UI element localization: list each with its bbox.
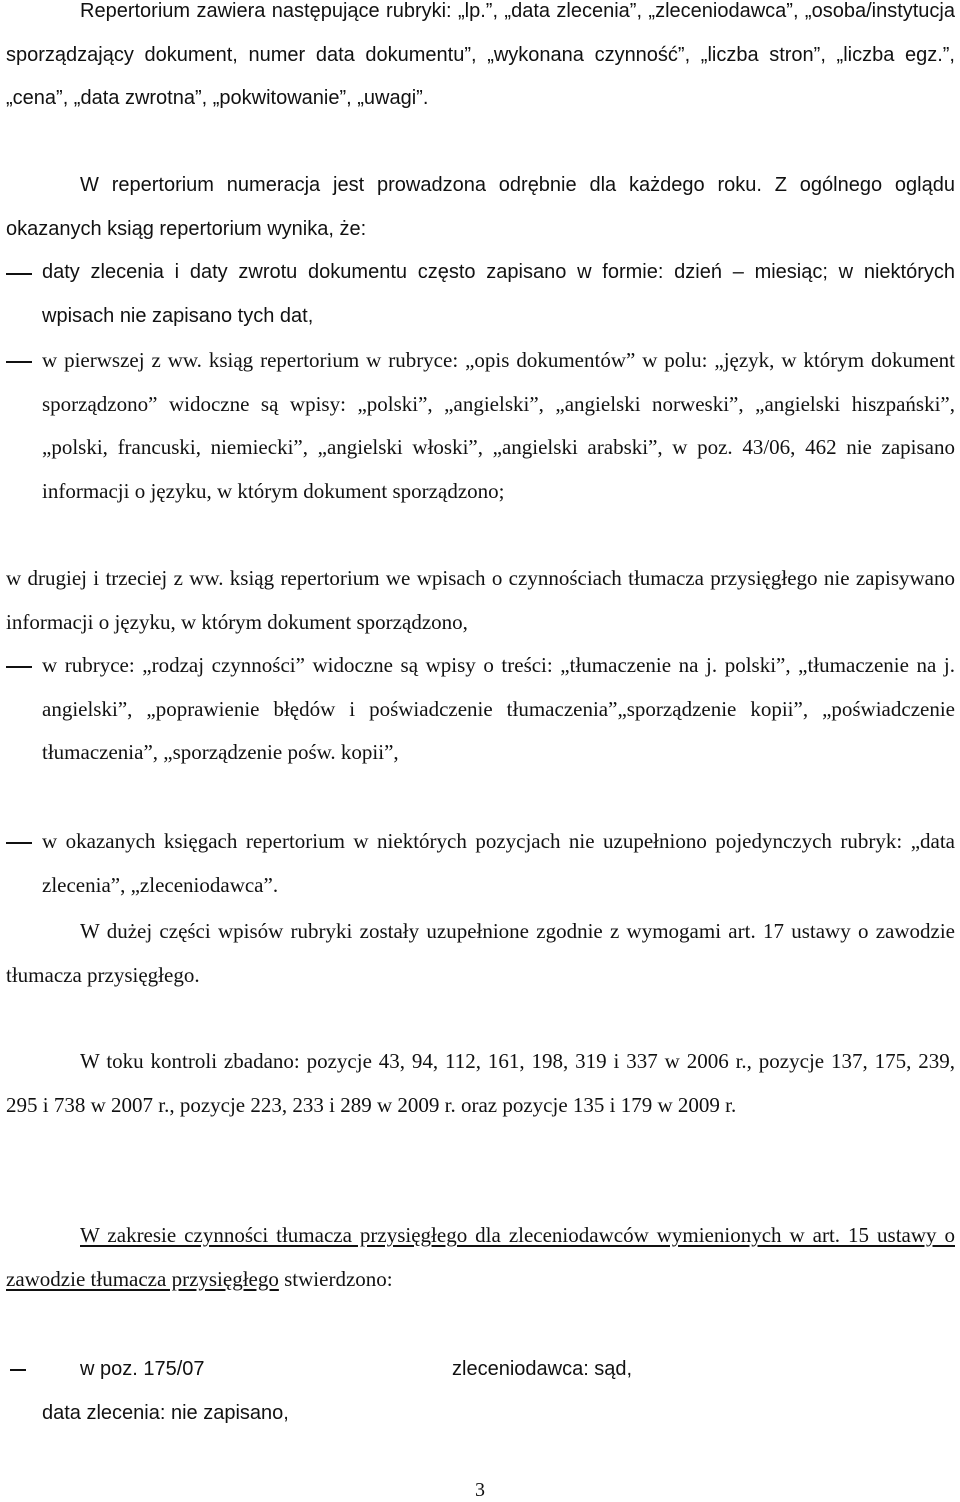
scope-rest-text: stwierdzono: [278,1266,393,1291]
list-dash [10,1369,26,1371]
list-dash [6,842,32,844]
list-item-second-third-books: w drugiej i trzeciej z ww. ksiąg repertorium we wpisach o czynnościach tłumacza przysięgłego nie zapisywano informacji o języku, w którym dokument sporządzono, [6,566,955,634]
list-item-activity-type: w rubryce: „rodzaj czynności” widoczne są wpisy o treści: „tłumaczenie na j. polski”, „tłumaczenie na j. angielski”, „poprawienie błędów i poświadczenie tłumaczenia”„sporządzenie kopii”, „poświadczenie tłumaczenia”, „sporządzenie pośw. kopii”, [42,653,955,764]
control-paragraph: W toku kontroli zbadano: pozycje 43, 94, 112, 161, 198, 319 i 337 w 2006 r., pozycje 137, 175, 239, 295 i 738 w 2007 r., pozycje 223, 233 i 289 w 2009 r. oraz pozycje 135 i 179 w 2009 r. [6,1049,955,1117]
scope-paragraph [6,1214,955,1301]
list-item-missing-fields: w okazanych księgach repertorium w niektórych pozycjach nie uzupełniono pojedynczych rubryk: „data zlecenia”, „zleceniodawca”. [42,829,955,897]
intro-paragraph: Repertorium zawiera następujące rubryki: „lp.”, „data zlecenia”, „zleceniodawca”, „osoba/instytucja sporządzający dokument, numer data dokumentu”, „wykonana czynność”, „liczba stron”, „liczba egz.”, „cena”, „data zwrotna”, „pokwitowanie”, „uwagi”. [6,0,955,109]
list-item-dates: daty zlecenia i daty zwrotu dokumentu często zapisano w formie: dzień – miesiąc; w niektórych wpisach nie zapisano tych dat, [42,261,955,327]
list-dash [6,666,32,668]
finding-client: zleceniodawca: sąd, [452,1358,633,1380]
list-dash [6,273,32,275]
list-dash [6,361,32,363]
finding-order-date: data zlecenia: nie zapisano, [42,1402,289,1424]
scope-underlined-text: W zakresie czynności tłumacza przysięgłego dla zleceniodawców wymienionych w art. 15 ustawy o zawodzie tłumacza przysięgłego [6,1223,955,1291]
finding-position: w poz. 175/07 [80,1358,205,1380]
list-item-languages: w pierwszej z ww. ksiąg repertorium w rubryce: „opis dokumentów” w polu: „język, w którym dokument sporządzono” widoczne są wpisy: „polski”, „angielski”, „angielski norweski”, „angielski hiszpański”, „polski, francuski, niemiecki”, „angielski włoski”, „angielski arabski”, w poz. 43/06, 462 nie zapisano informacji o języku, w którym dokument sporządzono; [42,348,955,503]
numbering-paragraph: W repertorium numeracja jest prowadzona odrębnie dla każdego roku. Z ogólnego oglądu okazanych ksiąg repertorium wynika, że: [6,174,955,240]
page-number: 3 [475,1479,485,1501]
majority-paragraph: W dużej części wpisów rubryki zostały uzupełnione zgodnie z wymogami art. 17 ustawy o zawodzie tłumacza przysięgłego. [6,919,955,987]
